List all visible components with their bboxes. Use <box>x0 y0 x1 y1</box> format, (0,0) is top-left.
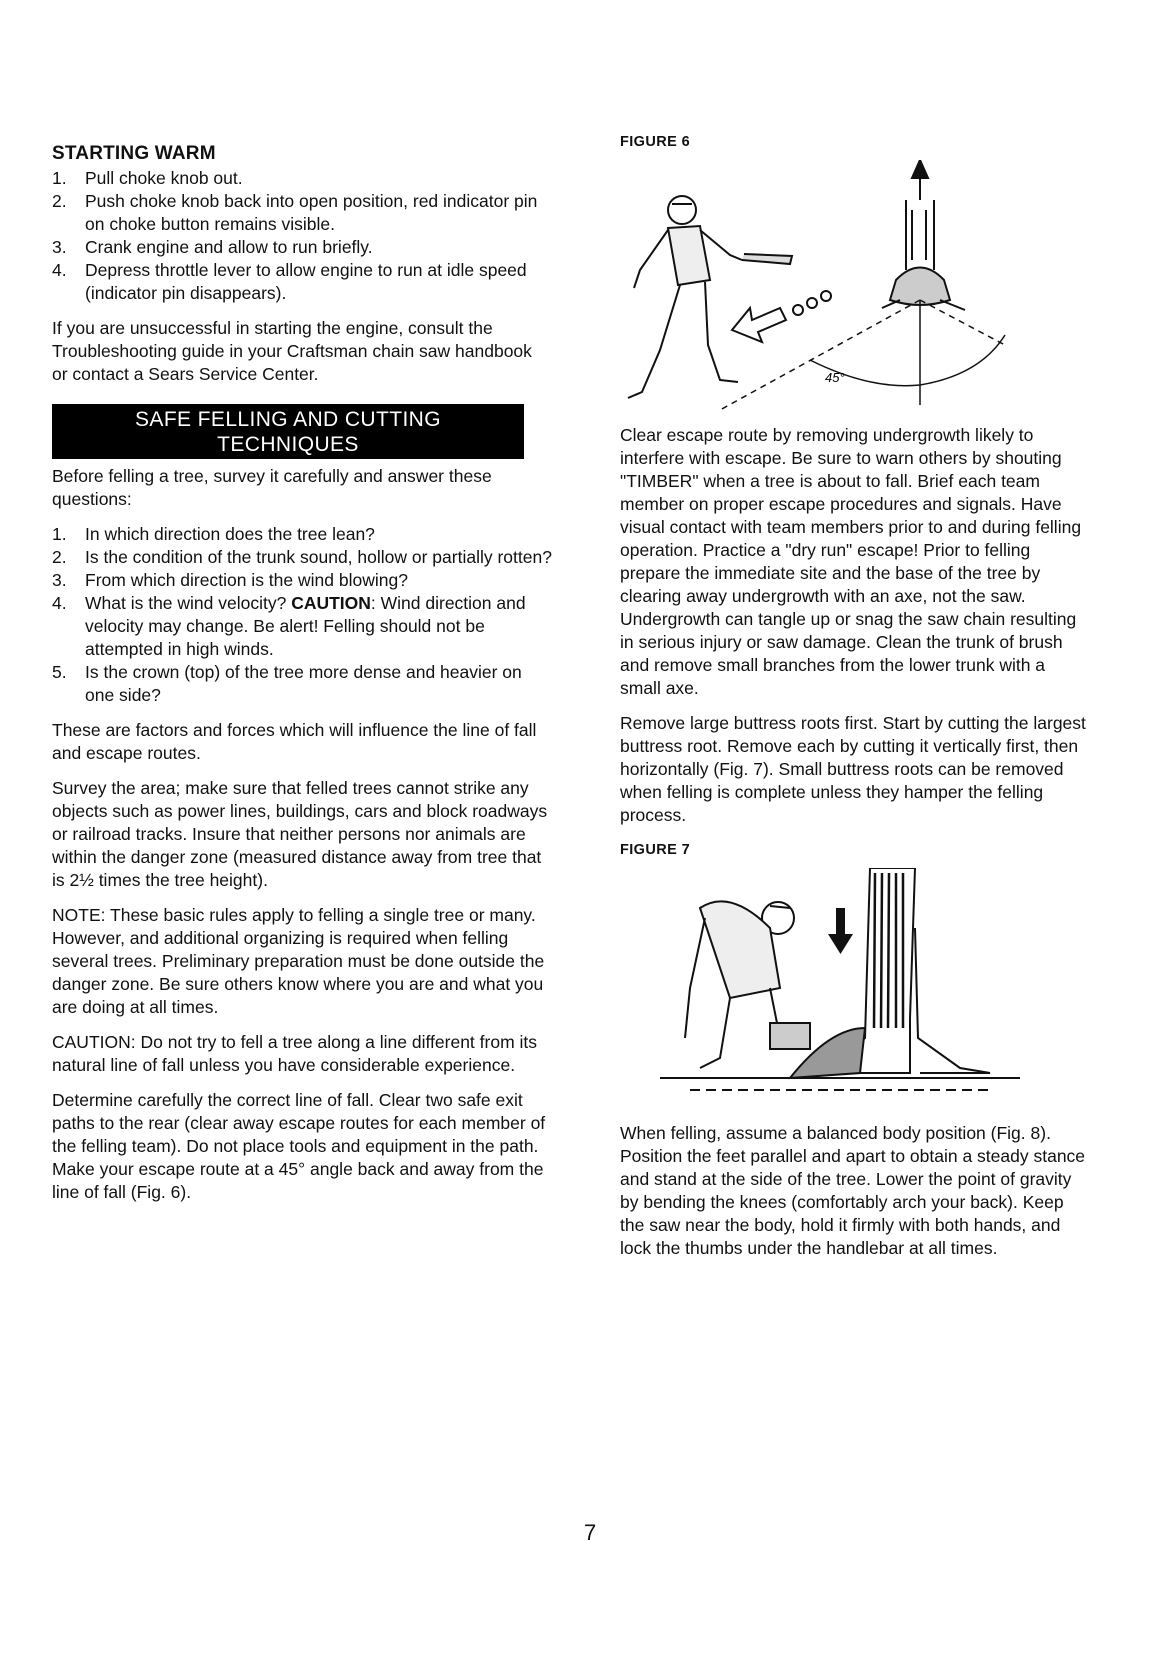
felling-intro: Before felling a tree, survey it carefully and answer these questions: <box>52 466 492 509</box>
figure-6-illustration <box>620 160 1050 410</box>
figure-7-label: FIGURE 7 <box>620 842 691 858</box>
list-item: 5. Is the crown (top) of the tree more dense and heavier on one side? <box>52 662 522 705</box>
buttress-paragraph: Remove large buttress roots first. Start by cutting the largest buttress root. Remove each by cutting it vertically first, then horizontally (Fig. 7). Small buttress roots can be removed when felling is complete unless they hamper the felling process. <box>620 713 1086 825</box>
figure-6-label: FIGURE 6 <box>620 134 691 150</box>
caution-word: CAUTION <box>291 593 371 613</box>
survey-paragraph: Survey the area; make sure that felled trees cannot strike any objects such as power lines, buildings, cars and block roadways or railroad tracks. Insure that neither persons nor animals are within the danger zone (measured distance away from tree that is 2½ times the tree height). <box>52 778 548 890</box>
escape-arrow-icon <box>732 291 831 342</box>
banner-line-2: TECHNIQUES <box>217 433 359 456</box>
right-column <box>620 131 1090 1272</box>
factors-paragraph: These are factors and forces which will influence the line of fall and escape routes. <box>52 720 537 763</box>
caution-paragraph: CAUTION: Do not try to fell a tree along a line different from its natural line of fall unless you have considerable experience. <box>52 1032 538 1075</box>
list-item: 1. In which direction does the tree lean? <box>52 524 375 544</box>
list-item: 3. Crank engine and allow to run briefly. <box>52 237 373 257</box>
list-item: 4. What is the wind velocity? CAUTION: Wind direction and velocity may change. Be alert! Felling should not be attempted in high winds. <box>52 593 526 659</box>
starting-warm-note: If you are unsuccessful in starting the engine, consult the Troubleshooting guide in your Craftsman chain saw handbook or contact a Sears Service Center. <box>52 318 532 384</box>
note-paragraph: NOTE: These basic rules apply to felling a single tree or many. However, and additional organizing is required when felling several trees. Preliminary preparation must be done outside the danger zone. Be sure others know where you are and what you are doing at all times. <box>52 905 545 1017</box>
left-column <box>52 142 552 1216</box>
person-cutting-icon <box>685 901 810 1068</box>
page-number: 7 <box>584 1520 597 1545</box>
escape-paragraph: Clear escape route by removing undergrowth likely to interfere with escape. Be sure to warn others by shouting "TIMBER" when a tree is about to fall. Brief each team member on proper escape procedures and signals. Have visual contact with team members prior to and during felling operation. Practice a "dry run" escape! Prior to felling prepare the immediate site and the base of the tree by clearing away undergrowth with an axe, not the saw. Undergrowth can tangle up or snag the saw chain resulting in serious injury or saw damage. Clean the trunk of brush and remove small branches from the lower trunk with a small axe. <box>620 425 1082 698</box>
down-arrow-icon <box>828 908 853 954</box>
determine-paragraph: Determine carefully the correct line of fall. Clear two safe exit paths to the rear (clear away escape routes for each member of the felling team). Do not place tools and equipment in the path. Make your escape route at a 45° angle back and away from the line of fall (Fig. 6). <box>52 1090 546 1202</box>
list-item: 2. Is the condition of the trunk sound, hollow or partially rotten? <box>52 547 552 567</box>
banner-line-1: SAFE FELLING AND CUTTING <box>135 408 441 431</box>
balance-paragraph: When felling, assume a balanced body position (Fig. 8). Position the feet parallel and apart to obtain a steady stance and stand at the side of the tree. Lower the point of gravity by bending the knees (comfortably arch your back). Keep the saw near the body, hold it firmly with both hands, and lock the thumbs under the handlebar at all times. <box>620 1123 1086 1258</box>
list-item: 1. Pull choke knob out. <box>52 168 243 188</box>
person-walking-icon <box>628 196 792 398</box>
felling-questions <box>52 523 552 707</box>
angle-label: 45° <box>825 370 845 385</box>
starting-warm-heading: STARTING WARM <box>52 143 216 164</box>
list-item: 4. Depress throttle lever to allow engine to run at idle speed (indicator pin disappears). <box>52 260 527 303</box>
starting-warm-steps <box>52 167 552 305</box>
tree-trunk-icon <box>790 868 990 1078</box>
list-item: 2. Push choke knob back into open position, red indicator pin on choke button remains visible. <box>52 191 538 234</box>
tree-icon <box>882 160 965 310</box>
list-item: 3. From which direction is the wind blowing? <box>52 570 408 590</box>
section-banner <box>52 404 524 459</box>
ground-line <box>660 1078 1020 1090</box>
figure-7-illustration <box>660 868 1090 1108</box>
angle-guide <box>720 300 1005 410</box>
